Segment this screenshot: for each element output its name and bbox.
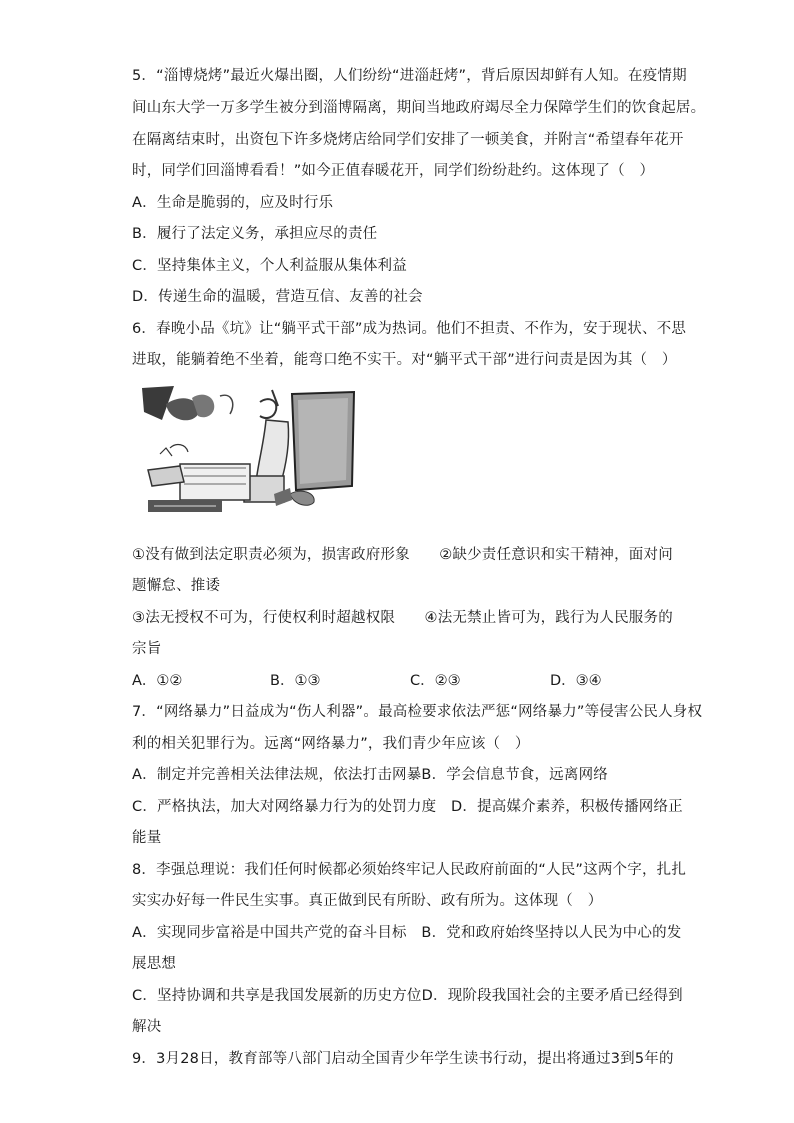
desk	[180, 464, 250, 500]
q6-option-b: B．①③	[270, 673, 321, 689]
q8-stem-line-1: 8．李强总理说：我们任何时候都必须始终牢记人民政府前面的“人民”这两个字，扎扎	[132, 862, 687, 878]
q6-statement-line-4: 宗旨	[132, 641, 162, 657]
q5-option-a: A．生命是脆弱的，应及时行乐	[132, 195, 334, 211]
q6-stem-line-1: 6．春晚小品《坑》让“躺平式干部”成为热词。他们不担责、不作为，安于现状、不思	[132, 321, 687, 337]
q9-stem-line-1: 9．3月28日，教育部等八部门启动全国青少年学生读书行动，提出将通过3到5年的	[132, 1051, 674, 1067]
q7-stem-line-1: 7．“网络暴力”日益成为“伤人利器”。最高检要求依法严惩“网络暴力”等侵害公民人身权	[132, 704, 703, 720]
q5-stem-line-2: 间山东大学一万多学生被分到淄博隔离，期间当地政府竭尽全力保障学生们的饮食起居。	[132, 100, 706, 116]
q8-option-line-2: 展思想	[132, 956, 177, 972]
q6-stem-line-2: 进取，能躺着绝不坐着，能弯口绝不实干。对“躺平式干部”进行问责是因为其（ ）	[132, 352, 677, 368]
paper-stack	[148, 466, 184, 486]
q7-option-line-3: 能量	[132, 830, 162, 846]
q8-stem-line-2: 实实办好每一件民生实事。真正做到民有所盼、政有所为。这体现（ ）	[132, 893, 603, 909]
q5-option-c: C．坚持集体主义，个人利益服从集体利益	[132, 258, 407, 274]
cartoon-illustration	[140, 382, 360, 520]
q5-stem-line-3: 在隔离结束时，出资包下许多烧烤店给同学们安排了一顿美食，并附言“希望春年花开	[132, 132, 684, 148]
q6-statement-line-1: ①没有做到法定职责必须为，损害政府形象 ②缺少责任意识和实干精神，面对问	[132, 547, 673, 563]
q5-option-d: D．传递生命的温暖，营造互信、友善的社会	[132, 289, 423, 305]
q8-option-line-3: C．坚持协调和共享是我国发展新的历史方位D．现阶段我国社会的主要矛盾已经得到	[132, 988, 683, 1004]
q5-option-b: B．履行了法定义务，承担应尽的责任	[132, 226, 378, 242]
q7-option-line-1: A．制定并完善相关法律法规，依法打击网暴B．学会信息节食，远离网络	[132, 767, 608, 783]
q6-option-a: A．①②	[132, 673, 183, 689]
q8-option-line-1: A．实现同步富裕是中国共产党的奋斗目标 B．党和政府始终坚持以人民为中心的发	[132, 925, 682, 941]
q6-statement-line-3: ③法无授权不可为，行使权利时超越权限 ④法无禁止皆可为，践行为人民服务的	[132, 610, 673, 626]
q8-option-line-4: 解决	[132, 1019, 162, 1035]
q6-statement-line-2: 题懈怠、推诿	[132, 578, 221, 594]
q6-option-d: D．③④	[550, 673, 602, 689]
q6-option-c: C．②③	[410, 673, 461, 689]
q5-stem-line-1: 5．“淄博烧烤”最近火爆出圈，人们纷纷“进淄赶烤”，背后原因却鲜有人知。在疫情期	[132, 68, 687, 84]
q7-option-line-2: C．严格执法，加大对网络暴力行为的处罚力度 D．提高媒介素养，积极传播网络正	[132, 799, 683, 815]
q5-stem-line-4: 时，同学们回淄博看看！”如今正值春暖花开，同学们纷纷赴约。这体现了（ ）	[132, 163, 655, 179]
q7-stem-line-2: 利的相关犯罪行为。远离“网络暴力”，我们青少年应该（ ）	[132, 736, 530, 752]
